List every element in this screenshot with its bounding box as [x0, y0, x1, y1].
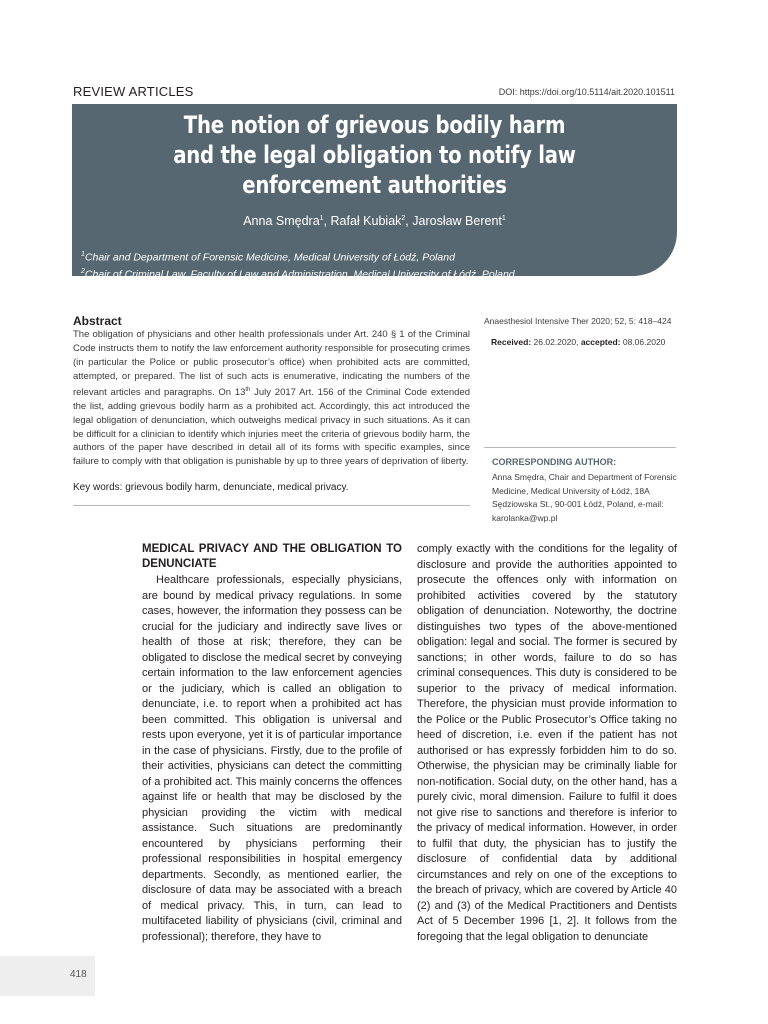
received-date: 26.02.2020,: [531, 337, 581, 347]
doi-link[interactable]: DOI: https://doi.org/10.5114/ait.2020.101511: [498, 87, 675, 97]
abstract-body: [73, 328, 470, 469]
author-affiliation-mark: 1: [501, 214, 506, 222]
body-paragraph: comply exactly with the conditions for the legality of disclosure and provide the authorities appointed to prosecute the offences only with information on prohibited activities covered by the statutory obligation of denunciation. Noteworthy, the doctrine distinguishes two types of the above-mentioned obligation: legal and social. The former is secured by sanctions; in other words, failure to do so has criminal consequences. This duty is considered to be superior to the privacy of medical information. Therefore, the physician must provide information to the Police or the Public Prosecutor’s Office taking no heed of discretion, i.e. even if the patient has not authorised or has expressly forbidden him to do so. Otherwise, the physician may be criminally liable for non-notification. Social duty, on the other hand, has a purely civic, moral dimension. Failure to fulfil it does not give rise to sanctions and therefore is inferior to the privacy of medical information. However, in order to fulfil that duty, the physician has to justify the disclosure of confidential data by additional circumstances and rely on one of the exceptions to the breach of privacy, which are covered by Article 40 (2) and (3) of the Medical Practitioners and Dentists Act of 5 December 1996 [1, 2]. It follows from the foregoing that the legal obligation to denunciate: [417, 543, 677, 943]
accepted-date: 08.06.2020: [620, 337, 666, 347]
author-list: [72, 214, 677, 228]
section-label: REVIEW ARTICLES: [73, 84, 194, 99]
accepted-label: accepted:: [580, 337, 621, 347]
title-panel: [72, 104, 677, 280]
section-heading: MEDICAL PRIVACY AND THE OBLIGATION TO DENUNCIATE: [142, 543, 402, 570]
abstract-text-b: July 2017 Art. 156 of the Criminal Code extended the list, adding grievous bodily harm as a prohibited act. Accordingly, this act introduced the legal obligation of denunciation, which outweighs medical privacy in such situations. As it can be difficult for a clinician to identify which injuries meet the criteria of grievous bodily harm, the authors of the paper have described in detail all of its forms with specific examples, since failure to comply with that obligation is punishable by up to three years of deprivation of liberty.: [73, 386, 470, 468]
author-separator: ,: [405, 214, 413, 228]
abstract-divider: [73, 505, 470, 506]
submission-dates: [491, 337, 665, 347]
affiliation-number: 1: [81, 251, 85, 258]
affiliation-list: [81, 248, 515, 281]
body-column-left: [142, 542, 402, 945]
affiliation-text: Chair and Department of Forensic Medicine, Medical University of Łódź, Poland: [84, 251, 455, 264]
author-name: Rafał Kubiak: [330, 214, 402, 228]
page-number: 418: [70, 969, 87, 980]
author-affiliation-mark: 2: [401, 214, 406, 222]
abstract-heading: Abstract: [73, 314, 122, 328]
article-title: The notion of grievous bodily harm and the legal obligation to notify law enforcement authorities: [173, 111, 576, 199]
received-label: Received:: [491, 337, 532, 347]
author-name: Jarosław Berent: [412, 214, 502, 228]
body-paragraph: Healthcare professionals, especially physicians, are bound by medical privacy regulations. In some cases, however, the information they possess can be crucial for the judiciary and indirectly save lives or health of those at risk; therefore, they can be obligated to disclose the medical secret by conveying certain information to the law enforcement agencies or the judiciary, which is called an obligation to denunciate, i.e. to report when a prohibited act has been committed. This obligation is universal and rests upon everyone, yet it is of particular importance in the case of physicians. Firstly, due to the profile of their activities, physicians can detect the committing of a prohibited act. This mainly concerns the offences against life or health that may be disclosed by the physician providing the victim with medical assistance. Such situations are predominantly encountered by physicians performing their professional responsibilities in hospital emergency departments. Secondly, as mentioned earlier, the disclosure of data may be associated with a breach of medical privacy. This, in turn, can lead to multifaceted liability of physicians (civil, criminal and professional); therefore, they have to: [142, 574, 402, 943]
abstract-text-a: The obligation of physicians and other health professionals under Art. 240 § 1 of the Criminal Code instructs them to notify the law enforcement authority responsible for prosecuting crimes (in particular the Police or public prosecutor’s office) when prohibited acts are committed, attempted, or prepared. The list of such acts is enumerative, indicating the numbers of the relevant articles and paragraphs. On 13: [73, 329, 470, 398]
author-separator: ,: [323, 214, 331, 228]
affiliation-number: 2: [81, 267, 85, 275]
keywords-list: grievous bodily harm, denunciate, medical privacy.: [122, 482, 349, 493]
keywords-label: Key words:: [73, 482, 123, 493]
affiliation-text: Chair of Criminal Law, Faculty of Law and Administration, Medical University of Łódź, Poland: [84, 268, 515, 280]
body-column-right: [417, 542, 677, 945]
affiliation: [81, 265, 515, 282]
corresponding-author-details: Anna Smędra, Chair and Department of Forensic Medicine, Medical University of Łódź, 18A Sędziowska St., 90-001 Łódź, Poland, e-mail: karolanka@wp.pl: [492, 472, 677, 523]
keywords: [73, 482, 349, 493]
affiliation: [81, 248, 515, 265]
author-affiliation-mark: 1: [319, 214, 324, 222]
abstract-superscript: th: [245, 386, 251, 393]
journal-citation: Anaesthesiol Intensive Ther 2020; 52, 5: 418–424: [484, 316, 672, 326]
corresponding-author-heading: CORRESPONDING AUTHOR:: [492, 457, 617, 467]
author-name: Anna Smędra: [243, 214, 320, 228]
corresponding-divider: [484, 447, 676, 448]
